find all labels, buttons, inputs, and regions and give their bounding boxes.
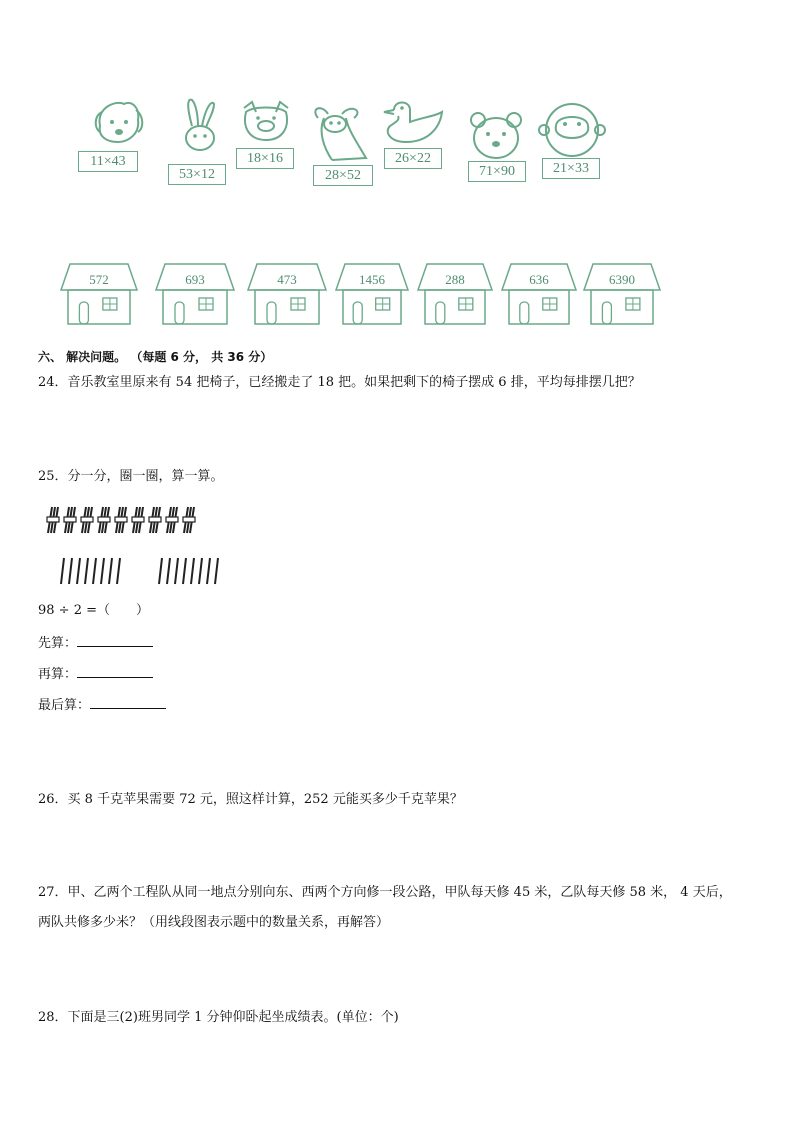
loose-stick — [167, 558, 170, 584]
step-3-label: 最后算： — [38, 698, 91, 713]
bear-icon — [468, 110, 524, 160]
loose-stick — [101, 558, 104, 584]
loose-stick — [93, 558, 96, 584]
step-3-row — [38, 696, 166, 715]
animal-multiplication-row — [60, 88, 620, 198]
rabbit-sign: 53×12 — [168, 164, 226, 185]
step-2-blank[interactable] — [77, 665, 153, 678]
step-2-label: 再算： — [38, 667, 78, 682]
house-6 — [501, 260, 577, 332]
stick-bundle — [47, 507, 59, 533]
stick-bundle — [132, 507, 144, 533]
question-27-line-1: 27．甲、乙两个工程队从同一地点分别向东、西两个方向修一段公路，甲队每天修 45 米，乙队每天修 58 米， 4 天后， — [38, 885, 732, 900]
house-icon — [501, 260, 577, 328]
stick-bundles-icon — [46, 505, 206, 535]
dog-icon — [88, 98, 148, 148]
stick-bundle — [98, 507, 110, 533]
house-icon — [155, 260, 235, 328]
loose-stick — [61, 558, 64, 584]
house-icon — [247, 260, 327, 328]
house-number: 473 — [277, 272, 297, 287]
house-answer-row — [55, 260, 675, 330]
house-2 — [155, 260, 235, 332]
question-25-title: 25．分一分，圈一圈，算一算。 — [38, 469, 224, 484]
rabbit-icon — [170, 96, 230, 156]
step-1-row — [38, 634, 153, 653]
house-number: 288 — [445, 272, 465, 287]
monkey-icon — [538, 102, 606, 162]
loose-stick — [117, 558, 120, 584]
pig-sign: 18×16 — [236, 148, 294, 169]
dog-sign: 11×43 — [78, 151, 138, 172]
loose-stick — [215, 558, 218, 584]
stick-bundle — [81, 507, 93, 533]
loose-stick — [159, 558, 162, 584]
loose-stick — [191, 558, 194, 584]
bear-sign: 71×90 — [468, 161, 526, 182]
loose-stick — [69, 558, 72, 584]
house-number: 693 — [185, 272, 205, 287]
question-27-line-2: 两队共修多少米？（用线段图表示题中的数量关系，再解答） — [38, 915, 390, 930]
house-3 — [247, 260, 327, 332]
stick-bundle — [149, 507, 161, 533]
step-2-row — [38, 665, 153, 684]
monkey-sign: 21×33 — [542, 158, 600, 179]
step-3-blank[interactable] — [90, 696, 166, 709]
step-1-label: 先算： — [38, 636, 78, 651]
goat-sign: 28×52 — [313, 165, 373, 186]
question-25-equation: 98 ÷ 2 =（ ） — [38, 603, 149, 618]
question-26: 26．买 8 千克苹果需要 72 元，照这样计算，252 元能买多少千克苹果？ — [38, 792, 463, 807]
question-28: 28．下面是三(2)班男同学 1 分钟仰卧起坐成绩表。(单位：个) — [38, 1010, 399, 1025]
section-title: 六、 解决问题。 （每题 6 分， 共 36 分） — [38, 350, 273, 364]
house-number: 636 — [529, 272, 549, 287]
house-5 — [417, 260, 493, 332]
loose-stick — [85, 558, 88, 584]
stick-bundle — [183, 507, 195, 533]
house-number: 1456 — [359, 272, 385, 287]
loose-sticks-icon — [58, 556, 223, 586]
loose-stick — [207, 558, 210, 584]
house-icon — [60, 260, 138, 328]
house-icon — [335, 260, 409, 328]
step-1-blank[interactable] — [77, 634, 153, 647]
house-1 — [60, 260, 138, 332]
house-number: 572 — [89, 272, 109, 287]
house-4 — [335, 260, 409, 332]
pig-icon — [238, 98, 294, 148]
loose-stick — [199, 558, 202, 584]
stick-bundle — [64, 507, 76, 533]
question-24: 24．音乐教室里原来有 54 把椅子，已经搬走了 18 把。如果把剩下的椅子摆成 6 排，平均每排摆几把？ — [38, 375, 641, 390]
duck-icon — [380, 98, 446, 150]
house-icon — [417, 260, 493, 328]
stick-bundle — [115, 507, 127, 533]
loose-stick — [109, 558, 112, 584]
loose-stick — [175, 558, 178, 584]
loose-stick — [77, 558, 80, 584]
house-number: 6390 — [609, 272, 635, 287]
duck-sign: 26×22 — [384, 148, 442, 169]
goat-icon — [308, 104, 370, 168]
loose-stick — [183, 558, 186, 584]
house-icon — [583, 260, 661, 328]
stick-bundle — [166, 507, 178, 533]
house-7 — [583, 260, 661, 332]
